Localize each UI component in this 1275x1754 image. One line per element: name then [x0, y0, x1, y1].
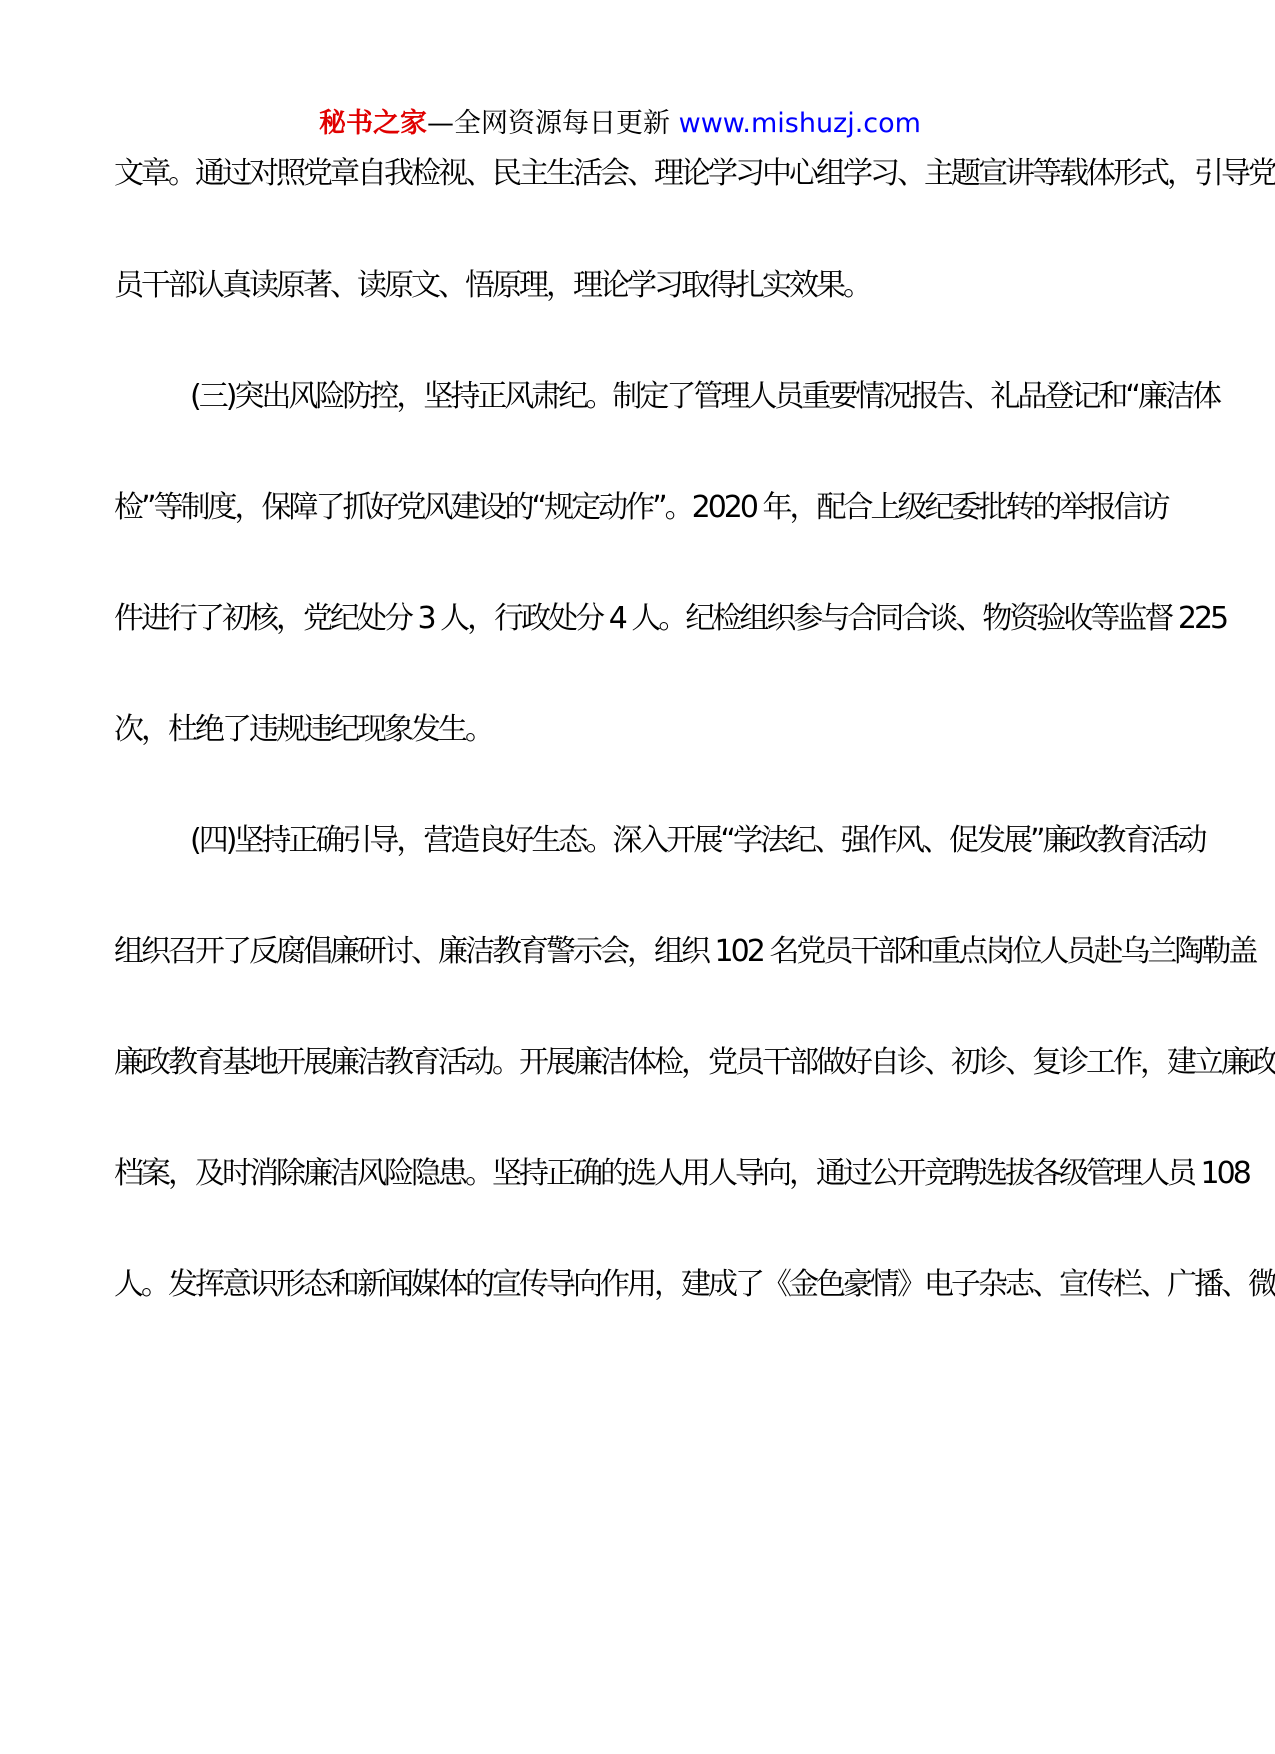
- body-line-2: 员干部认真读原著、读原文、悟原理，理论学习取得扎实效果。: [114, 268, 870, 303]
- body-line-5: 件进行了初核，党纪处分 3 人，行政处分 4 人。纪检组织参与合同合谈、物资验收等监督 225: [114, 601, 1227, 636]
- body-line-1: 文章。通过对照党章自我检视、民主生活会、理论学习中心组学习、主题宣讲等载体形式，引导党: [114, 156, 1275, 191]
- body-line-11: 人。发挥意识形态和新闻媒体的宣传导向作用，建成了《金色豪情》电子杂志、宣传栏、广播、微: [114, 1267, 1275, 1302]
- body-line-4: 检”等制度，保障了抓好党风建设的“规定动作”。2020 年，配合上级纪委批转的举报信访: [114, 490, 1168, 525]
- body-line-3: (三)突出风险防控，坚持正风肃纪。制定了管理人员重要情况报告、礼品登记和“廉洁体: [190, 379, 1219, 414]
- body-line-8: 组织召开了反腐倡廉研讨、廉洁教育警示会，组织 102 名党员干部和重点岗位人员赴乌兰陶勒盖: [114, 934, 1256, 969]
- site-url-link[interactable]: www.mishuzj.com: [678, 108, 921, 139]
- body-line-9: 廉政教育基地开展廉洁教育活动。开展廉洁体检，党员干部做好自诊、初诊、复诊工作，建立廉政: [114, 1045, 1275, 1080]
- header-tagline: —全网资源每日更新: [427, 108, 671, 139]
- body-line-10: 档案，及时消除廉洁风险隐患。坚持正确的选人用人导向，通过公开竞聘选拔各级管理人员 108: [114, 1156, 1249, 1191]
- brand-name: 秘书之家: [319, 108, 428, 139]
- body-line-6: 次，杜绝了违规违纪现象发生。: [114, 712, 492, 747]
- site-header: [0, 104, 1240, 144]
- body-line-7: (四)坚持正确引导，营造良好生态。深入开展“学法纪、强作风、促发展”廉政教育活动: [190, 823, 1205, 858]
